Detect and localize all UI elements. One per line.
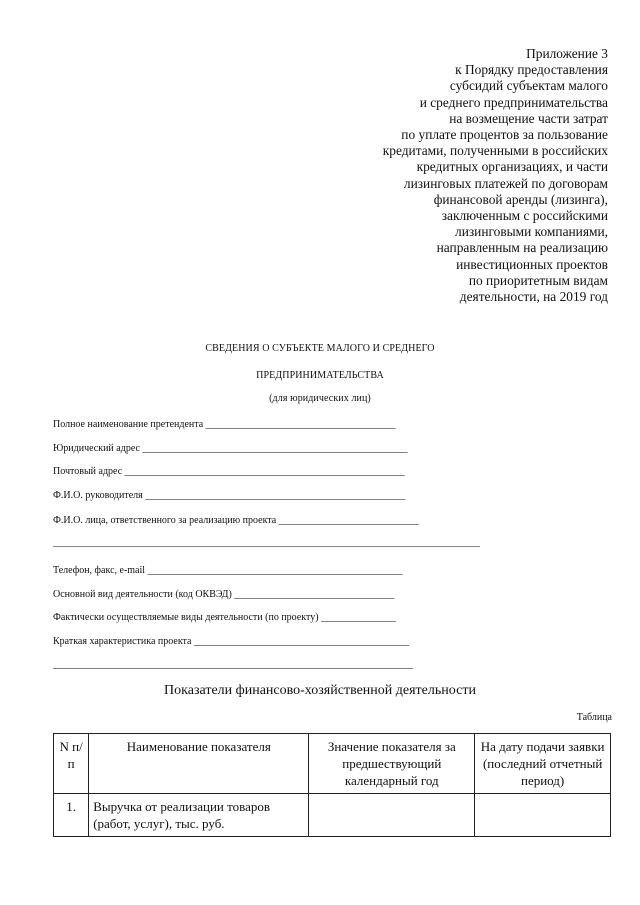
appendix-line: к Порядку предоставления bbox=[455, 62, 608, 78]
table-header-row bbox=[54, 734, 611, 794]
appendix-line: и среднего предпринимательства bbox=[419, 94, 608, 110]
header-indicator-name: Наименование показателя bbox=[89, 734, 309, 794]
table-label: Таблица bbox=[576, 712, 612, 723]
appendix-line: деятельности, на 2019 год bbox=[459, 289, 608, 305]
blank-line[interactable] bbox=[53, 546, 480, 547]
row-number: 1. bbox=[54, 794, 89, 837]
director-name-field[interactable]: Ф.И.О. руководителя ____________________________________________________ bbox=[53, 490, 406, 501]
section-title: Показатели финансово-хозяйственной деятельности bbox=[164, 683, 476, 698]
main-activity-field[interactable]: Основной вид деятельности (код ОКВЭД) ________________________________ bbox=[53, 589, 395, 600]
indicators-table bbox=[53, 733, 611, 837]
project-summary-continuation[interactable]: ________________________________________________________________________ bbox=[53, 659, 413, 670]
appendix-line: по уплате процентов за пользование bbox=[401, 127, 608, 143]
appendix-line: на возмещение части затрат bbox=[449, 110, 608, 126]
appendix-line: по приоритетным видам bbox=[468, 272, 608, 288]
document-title-line-1: СВЕДЕНИЯ О СУБЪЕКТЕ МАЛОГО И СРЕДНЕГО bbox=[205, 343, 435, 354]
header-current-period: На дату подачи заявки (последний отчетный период) bbox=[475, 734, 611, 794]
appendix-line: Приложение 3 bbox=[526, 46, 608, 61]
phone-field[interactable]: Телефон, факс, e-mail ___________________________________________________ bbox=[53, 565, 403, 576]
appendix-line: направленным на реализацию bbox=[436, 240, 608, 256]
appendix-line: лизинговых платежей по договорам bbox=[403, 175, 608, 191]
appendix-header bbox=[278, 46, 608, 305]
row-previous-year-value[interactable] bbox=[309, 794, 475, 837]
appendix-line: финансовой аренды (лизинга), bbox=[433, 191, 608, 207]
responsible-person-field[interactable]: Ф.И.О. лица, ответственного за реализацию проекта ____________________________ bbox=[53, 515, 419, 526]
full-name-field[interactable]: Полное наименование претендента ______________________________________ bbox=[53, 419, 396, 430]
row-indicator-name: Выручка от реализации товаров (работ, услуг), тыс. руб. bbox=[89, 794, 309, 837]
document-title-line-2: ПРЕДПРИНИМАТЕЛЬСТВА bbox=[256, 370, 384, 381]
document-subtitle: (для юридических лиц) bbox=[269, 393, 371, 404]
appendix-line: лизинговыми компаниями, bbox=[455, 224, 608, 240]
appendix-line: кредитных организациях, и части bbox=[416, 159, 608, 175]
appendix-line: субсидий субъектам малого bbox=[449, 78, 608, 94]
project-summary-field[interactable]: Краткая характеристика проекта ___________________________________________ bbox=[53, 636, 409, 647]
header-number: N п/п bbox=[54, 734, 89, 794]
legal-address-field[interactable]: Юридический адрес _____________________________________________________ bbox=[53, 443, 408, 454]
header-previous-year: Значение показателя за предшествующий календарный год bbox=[309, 734, 475, 794]
postal-address-field[interactable]: Почтовый адрес ________________________________________________________ bbox=[53, 466, 405, 477]
appendix-line: заключенным с российскими bbox=[441, 208, 608, 224]
appendix-line: инвестиционных проектов bbox=[456, 256, 608, 272]
table-row bbox=[54, 794, 611, 837]
row-current-period-value[interactable] bbox=[475, 794, 611, 837]
actual-activity-field[interactable]: Фактически осуществляемые виды деятельности (по проекту) _______________ bbox=[53, 612, 397, 623]
appendix-line: кредитами, полученными в российских bbox=[382, 143, 608, 159]
